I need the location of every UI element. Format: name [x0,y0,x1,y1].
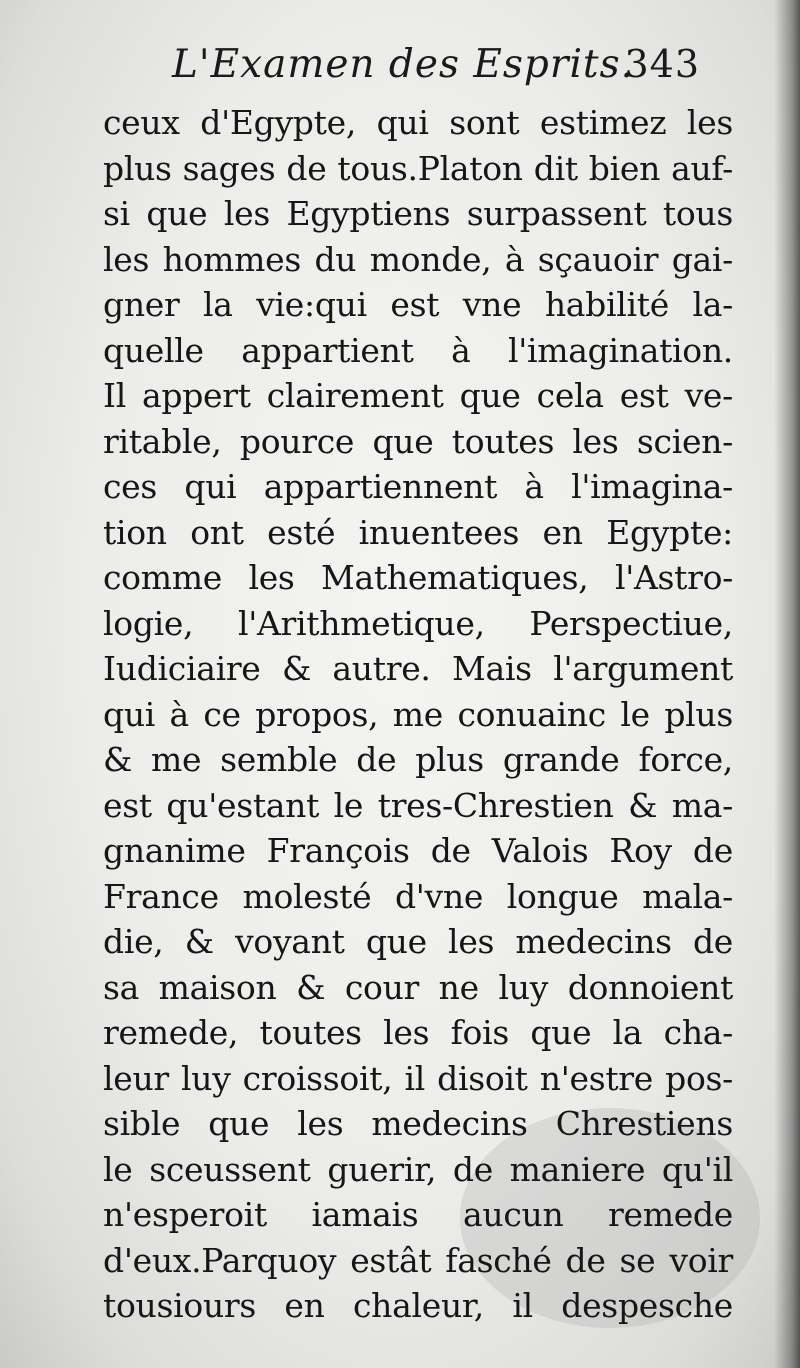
text-line: die, & voyant que les medecins de [103,922,733,961]
text-line: quelle appartient à l'imagination. [103,330,733,370]
body-text [103,100,733,1329]
text-line: logie, l'Arithmetique, Perspectiue, [103,603,733,643]
text-line: qui à ce propos, me conuainc le plus [103,694,733,734]
text-line: ceux d'Egypte, qui sont estimez les [103,103,733,142]
text-line: tousiours en chaleur, il despesche [103,1286,733,1325]
page-number: 343 [624,42,700,86]
text-line: comme les Mathematiques, l'Astro- [103,558,733,597]
text-line: tion ont esté inuentees en Egypte: [103,512,733,552]
text-line: n'esperoit iamais aucun remede [103,1195,733,1234]
text-line: le sceussent guerir, de maniere qu'il [103,1149,733,1189]
page-header [110,38,710,100]
text-line: si que les Egyptiens surpassent tous [103,194,733,233]
text-line: les hommes du monde, à sçauoir gai- [103,239,733,279]
page-gutter-shadow [774,0,800,1368]
text-line: gnanime François de Valois Roy de [103,831,733,870]
text-line: sa maison & cour ne luy donnoient [103,967,733,1007]
text-line: Iudiciaire & autre. Mais l'argument [103,649,733,688]
text-line: & me semble de plus grande force, [103,740,733,779]
text-line: ritable, pource que toutes les scien- [103,421,733,461]
text-line: Il appert clairement que cela est ve- [103,376,733,415]
text-line: sible que les medecins Chrestiens [103,1104,733,1143]
text-line: est qu'estant le tres-Chrestien & ma- [103,785,733,825]
text-line: ces qui appartiennent à l'imagina- [103,467,733,506]
text-line: gner la vie:qui est vne habilité la- [103,285,733,324]
text-line: France molesté d'vne longue mala- [103,876,733,916]
text-line: leur luy croissoit, il disoit n'estre pos- [103,1058,733,1098]
text-line: d'eux.Parquoy estât fasché de se voir [103,1240,733,1280]
text-line: plus sages de tous.Platon dit bien auf- [103,148,733,188]
text-line: remede, toutes les fois que la cha- [103,1013,733,1052]
running-title: L'Examen des Esprits. [172,42,635,87]
